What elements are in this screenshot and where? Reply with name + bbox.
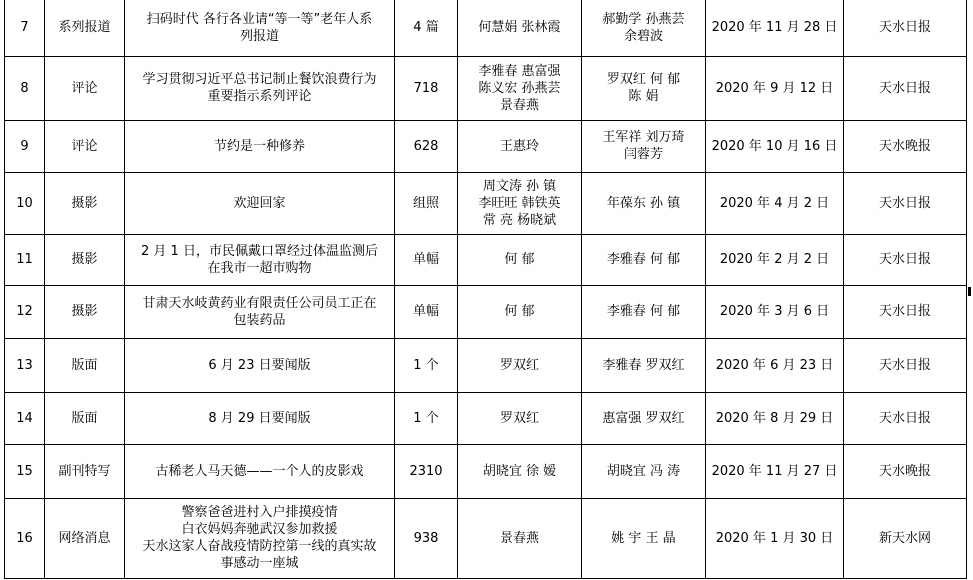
authors-cell <box>458 338 582 392</box>
authors-cell <box>458 56 582 120</box>
category-cell: 副刊特写 <box>45 444 125 498</box>
date-cell: 2020 年 9 月 12 日 <box>706 56 844 120</box>
date-cell: 2020 年 8 月 29 日 <box>706 392 844 444</box>
cell-line: 6 月 23 日要闻版 <box>208 357 311 373</box>
cell-line: 何慧娟 张林霞 <box>478 20 561 36</box>
cell-line: 余碧波 <box>623 28 663 44</box>
authors-cell <box>458 498 582 578</box>
authors-cell <box>458 0 582 56</box>
category-cell: 版面 <box>45 392 125 444</box>
table-row <box>5 444 967 498</box>
cell-line: 陈义宏 孙燕芸 <box>478 80 561 96</box>
table-row <box>5 392 967 444</box>
awards-table <box>4 0 967 579</box>
cell-line: 李旺旺 韩铁英 <box>478 195 561 211</box>
date-cell: 2020 年 11 月 28 日 <box>706 0 844 56</box>
cell-line: 甘肃天水岐黄药业有限责任公司员工正在 <box>142 295 377 311</box>
authors-cell <box>458 234 582 285</box>
row-number: 15 <box>5 444 45 498</box>
cell-line: 姚 宇 王 晶 <box>611 530 676 546</box>
row-number: 9 <box>5 120 45 172</box>
row-number: 14 <box>5 392 45 444</box>
row-number: 13 <box>5 338 45 392</box>
size-cell: 1 个 <box>395 392 458 444</box>
cell-line: 景春燕 <box>499 530 539 546</box>
date-cell: 2020 年 2 月 2 日 <box>706 234 844 285</box>
publisher-cell: 天水日报 <box>844 172 967 234</box>
authors-cell <box>458 120 582 172</box>
cell-line: 周文涛 孙 镇 <box>482 178 557 194</box>
cell-line: 包装药品 <box>233 312 286 328</box>
table-row <box>5 172 967 234</box>
cell-line: 胡晓宜 徐 嫒 <box>482 463 557 479</box>
editors-cell <box>582 285 706 338</box>
date-cell: 2020 年 11 月 27 日 <box>706 444 844 498</box>
title-cell <box>125 285 395 338</box>
category-cell: 版面 <box>45 338 125 392</box>
cell-line: 8 月 29 日要闻版 <box>208 410 311 426</box>
table-row <box>5 285 967 338</box>
size-cell: 1 个 <box>395 338 458 392</box>
publisher-cell: 天水晚报 <box>844 120 967 172</box>
date-cell: 2020 年 4 月 2 日 <box>706 172 844 234</box>
table-row <box>5 498 967 578</box>
page-edge-mark <box>968 287 971 296</box>
date-cell: 2020 年 6 月 23 日 <box>706 338 844 392</box>
cell-line: 学习贯彻习近平总书记制止餐饮浪费行为 <box>142 72 377 87</box>
cell-line: 李雅春 惠富强 <box>478 63 561 79</box>
cell-line: 2 月 1 日，市民佩戴口罩经过体温监测后 <box>141 243 378 259</box>
table-row <box>5 0 967 56</box>
cell-line: 列报道 <box>239 28 279 44</box>
title-cell <box>125 0 395 56</box>
table-row <box>5 338 967 392</box>
category-cell: 摄影 <box>45 285 125 338</box>
title-cell <box>125 172 395 234</box>
cell-line: 天水这家人奋战疫情防控第一线的真实故 <box>142 539 377 554</box>
publisher-cell: 天水日报 <box>844 0 967 56</box>
category-cell: 摄影 <box>45 234 125 285</box>
size-cell: 718 <box>395 56 458 120</box>
date-cell: 2020 年 10 月 16 日 <box>706 120 844 172</box>
publisher-cell: 天水日报 <box>844 338 967 392</box>
publisher-cell: 天水日报 <box>844 392 967 444</box>
publisher-cell: 天水日报 <box>844 56 967 120</box>
editors-cell <box>582 234 706 285</box>
size-cell: 单幅 <box>395 285 458 338</box>
title-cell <box>125 56 395 120</box>
row-number: 12 <box>5 285 45 338</box>
cell-line: 扫码时代 各行各业请“等一等”老年人系 <box>146 11 373 27</box>
table-row <box>5 120 967 172</box>
cell-line: 重要指示系列评论 <box>207 89 312 104</box>
cell-line: 王惠玲 <box>499 138 539 154</box>
title-cell <box>125 120 395 172</box>
cell-line: 在我市一超市购物 <box>207 260 312 276</box>
size-cell: 4 篇 <box>395 0 458 56</box>
cell-line: 罗双红 <box>499 410 539 426</box>
authors-cell <box>458 444 582 498</box>
cell-line: 闫蓉芳 <box>623 147 663 162</box>
title-cell <box>125 498 395 578</box>
cell-line: 郝勤学 孙燕芸 <box>602 11 685 27</box>
size-cell: 628 <box>395 120 458 172</box>
cell-line: 惠富强 罗双红 <box>602 410 685 426</box>
title-cell <box>125 338 395 392</box>
category-cell: 网络消息 <box>45 498 125 578</box>
publisher-cell: 天水晚报 <box>844 444 967 498</box>
publisher-cell: 天水日报 <box>844 285 967 338</box>
title-cell <box>125 444 395 498</box>
title-cell <box>125 392 395 444</box>
category-cell: 评论 <box>45 56 125 120</box>
cell-line: 何 郁 <box>504 252 535 267</box>
cell-line: 王军祥 刘万琦 <box>602 130 685 145</box>
cell-line: 事感动一座城 <box>220 556 299 571</box>
cell-line: 李雅春 罗双红 <box>602 357 685 373</box>
size-cell: 2310 <box>395 444 458 498</box>
editors-cell <box>582 444 706 498</box>
cell-line: 节约是一种修养 <box>213 138 305 154</box>
cell-line: 陈 娟 <box>628 89 659 104</box>
cell-line: 常 亮 杨晓斌 <box>482 212 557 228</box>
category-cell: 摄影 <box>45 172 125 234</box>
editors-cell <box>582 392 706 444</box>
category-cell: 系列报道 <box>45 0 125 56</box>
row-number: 8 <box>5 56 45 120</box>
size-cell: 938 <box>395 498 458 578</box>
cell-line: 景春燕 <box>499 97 539 113</box>
editors-cell <box>582 338 706 392</box>
publisher-cell: 新天水网 <box>844 498 967 578</box>
publisher-cell: 天水日报 <box>844 234 967 285</box>
date-cell: 2020 年 1 月 30 日 <box>706 498 844 578</box>
editors-cell <box>582 120 706 172</box>
cell-line: 警察爸爸进村入户排摸疫情 <box>181 505 338 520</box>
row-number: 10 <box>5 172 45 234</box>
table-row <box>5 234 967 285</box>
title-cell <box>125 234 395 285</box>
editors-cell <box>582 56 706 120</box>
row-number: 7 <box>5 0 45 56</box>
cell-line: 李雅春 何 郁 <box>606 252 681 267</box>
cell-line: 年葆东 孙 镇 <box>606 195 681 211</box>
editors-cell <box>582 172 706 234</box>
authors-cell <box>458 392 582 444</box>
cell-line: 欢迎回家 <box>233 195 286 211</box>
authors-cell <box>458 285 582 338</box>
authors-cell <box>458 172 582 234</box>
cell-line: 李雅春 何 郁 <box>606 304 681 319</box>
cell-line: 白衣妈妈奔驰武汉参加救援 <box>181 522 338 537</box>
row-number: 16 <box>5 498 45 578</box>
size-cell: 单幅 <box>395 234 458 285</box>
cell-line: 胡晓宜 冯 涛 <box>606 463 681 479</box>
editors-cell <box>582 498 706 578</box>
cell-line: 罗双红 <box>499 357 539 373</box>
category-cell: 评论 <box>45 120 125 172</box>
row-number: 11 <box>5 234 45 285</box>
cell-line: 罗双红 何 郁 <box>606 72 681 87</box>
cell-line: 何 郁 <box>504 304 535 319</box>
cell-line: 古稀老人马天德——一个人的皮影戏 <box>155 463 364 479</box>
size-cell: 组照 <box>395 172 458 234</box>
date-cell: 2020 年 3 月 6 日 <box>706 285 844 338</box>
editors-cell <box>582 0 706 56</box>
table-row <box>5 56 967 120</box>
